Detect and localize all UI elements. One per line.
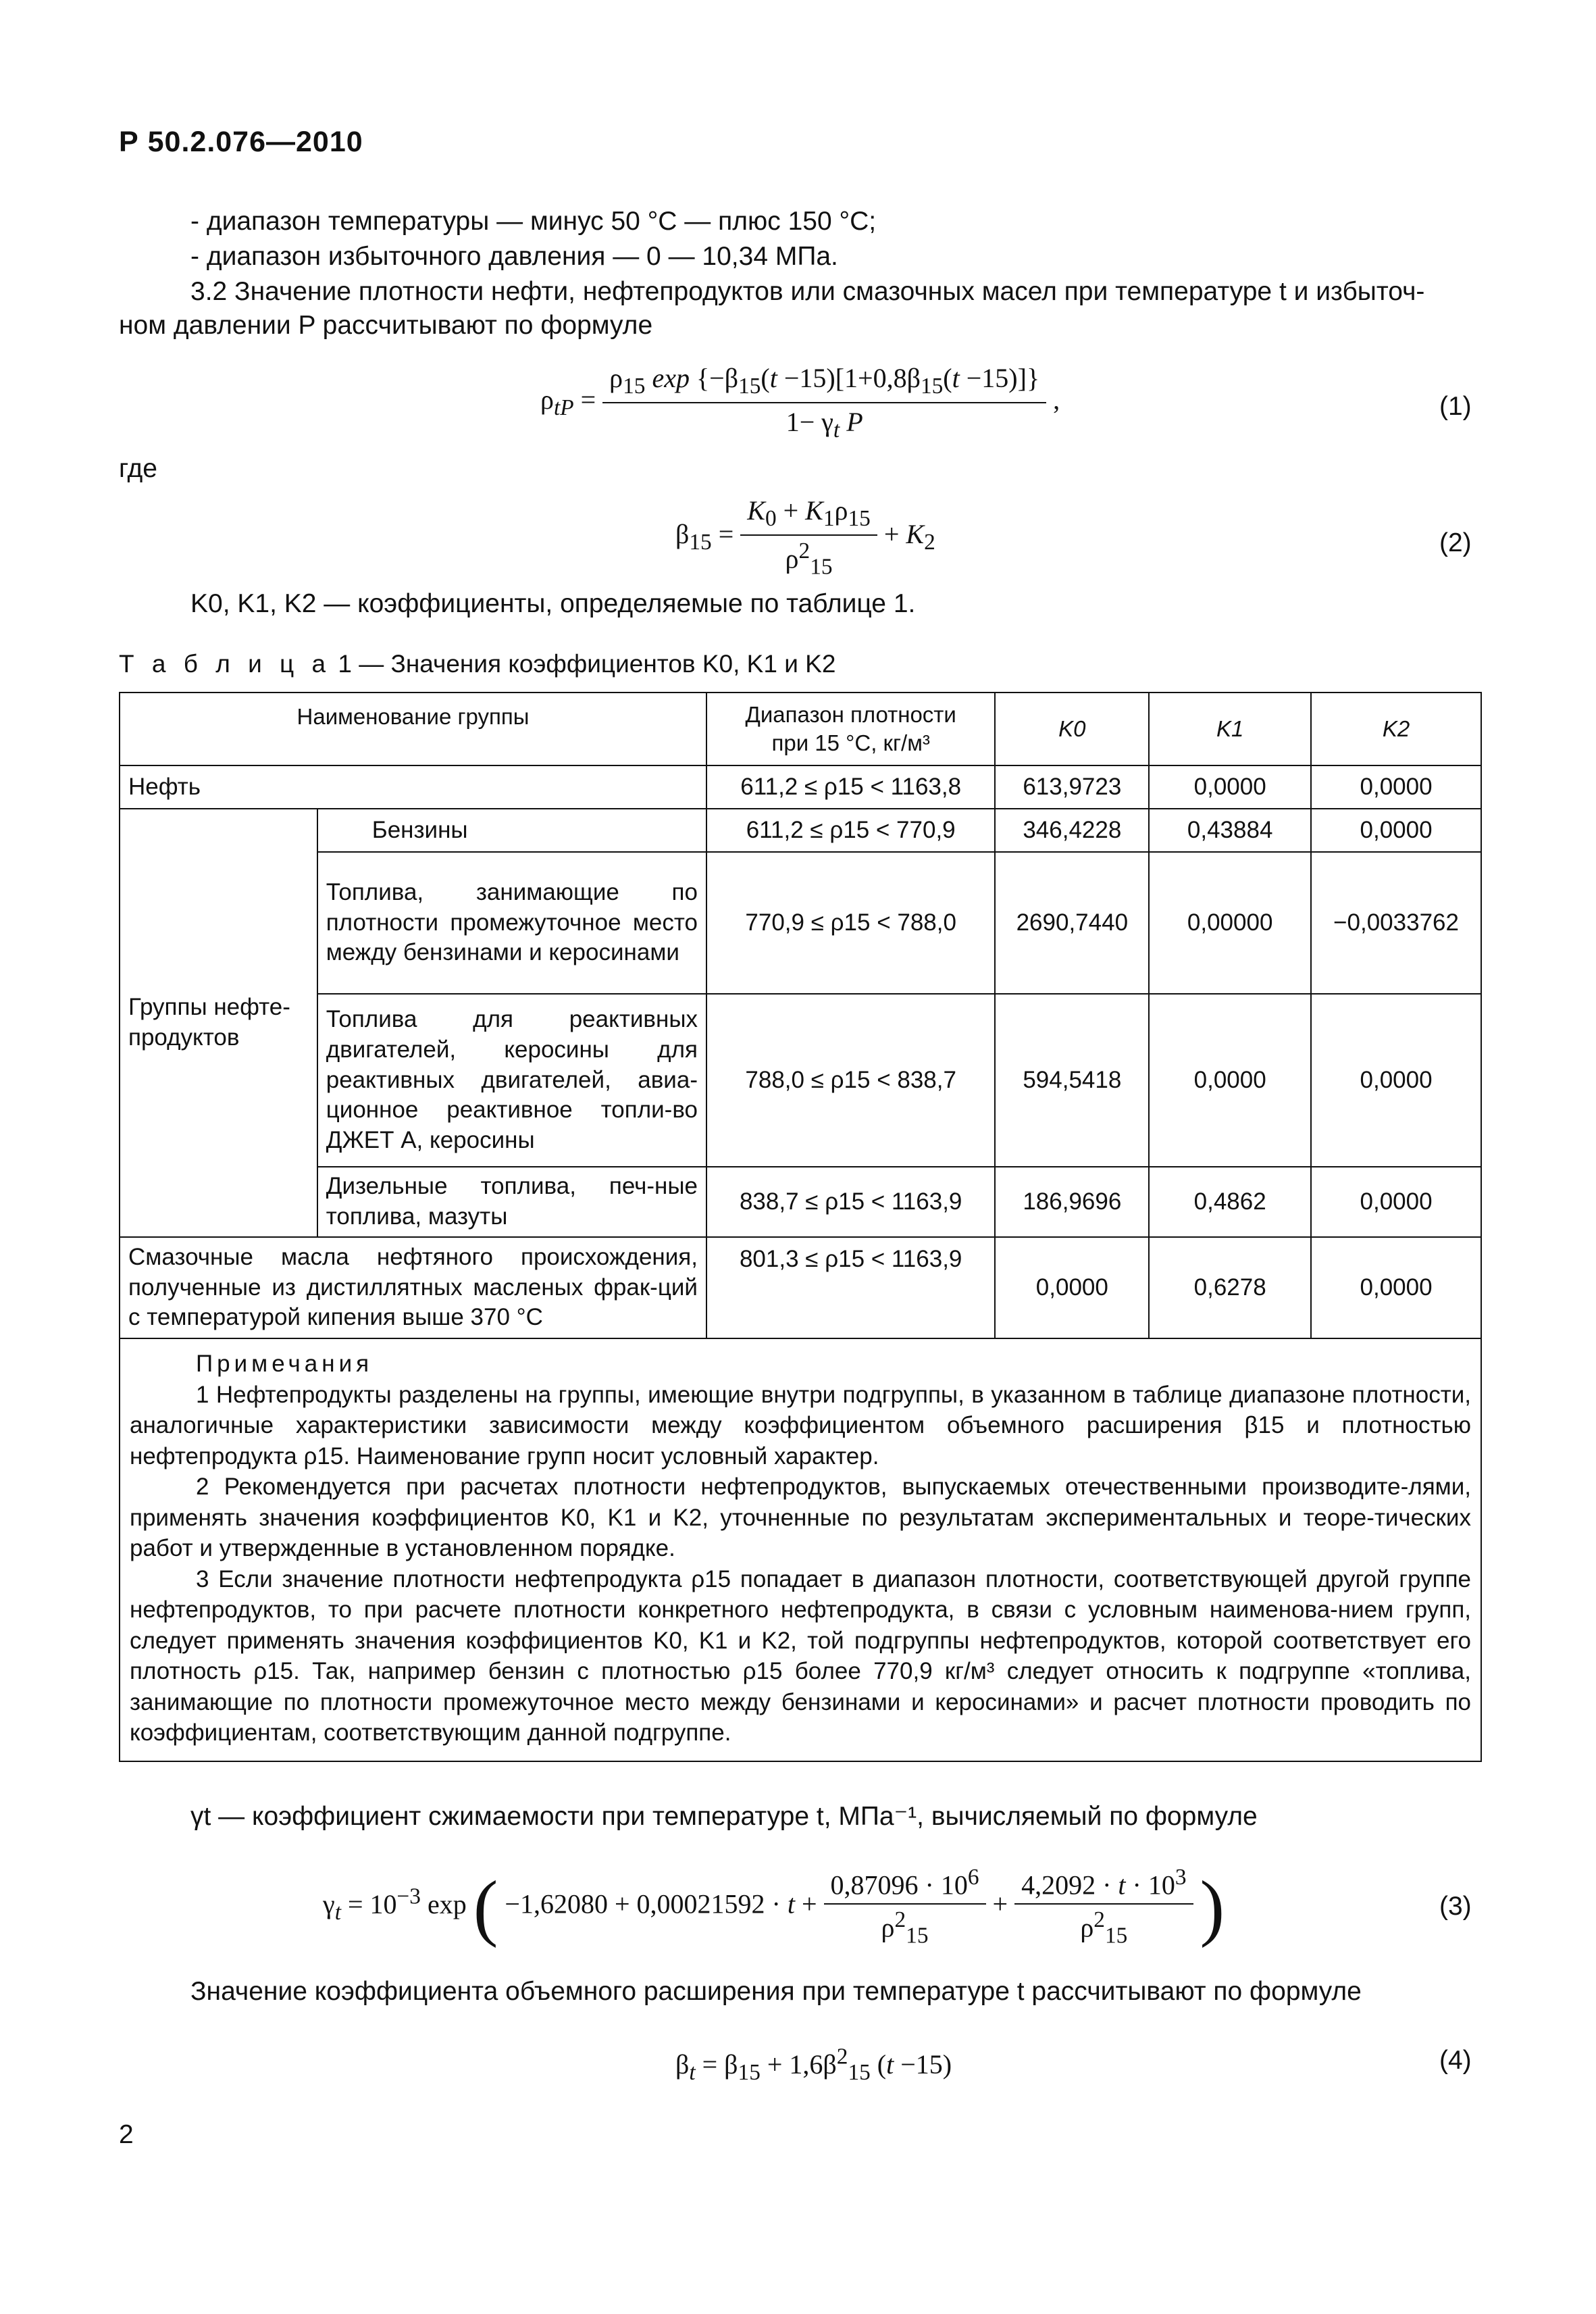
gamma-description: γt — коэффициент сжимаемости при температуре t, МПа⁻¹, вычисляемый по формуле bbox=[190, 1802, 1258, 1831]
row-k2: 0,0000 bbox=[1311, 994, 1481, 1167]
table-row bbox=[120, 994, 1481, 1167]
row-k0: 186,9696 bbox=[995, 1167, 1149, 1237]
table-row bbox=[120, 852, 1481, 994]
header-density-range-line-2: при 15 °С, кг/м³ bbox=[771, 730, 930, 755]
row-k2: −0,0033762 bbox=[1311, 852, 1481, 994]
formula-4-number: (4) bbox=[1439, 2046, 1472, 2075]
row-name: Бензины bbox=[317, 809, 706, 852]
table-row bbox=[120, 765, 1481, 809]
table-caption bbox=[119, 650, 835, 678]
page-number: 2 bbox=[119, 2120, 134, 2149]
notes-title: Примечания bbox=[196, 1351, 374, 1377]
row-k0: 594,5418 bbox=[995, 994, 1149, 1167]
note-1: 1 Нефтепродукты разделены на группы, имеющие внутри подгруппы, в указанном в таблице диапазоне плотности, аналогичные характеристики зависимости между коэффициентом объемного расширения β15 и плотностью нефтепродукта ρ15. Наименование групп носит условный характер. bbox=[130, 1381, 1471, 1469]
row-k0: 2690,7440 bbox=[995, 852, 1149, 994]
intro-line-2: - диапазон избыточного давления — 0 — 10,34 МПа. bbox=[190, 242, 838, 271]
row-k0: 613,9723 bbox=[995, 765, 1149, 809]
coefficients-line: K0, K1, K2 — коэффициенты, определяемые по таблице 1. bbox=[190, 589, 916, 618]
coefficients-table bbox=[119, 692, 1482, 1762]
table-row bbox=[120, 1167, 1481, 1237]
row-k1: 0,00000 bbox=[1149, 852, 1311, 994]
formula-3-number: (3) bbox=[1439, 1892, 1472, 1921]
table-notes bbox=[120, 1338, 1481, 1761]
group-label: Группы нефте-продуктов bbox=[120, 809, 317, 1237]
row-k1: 0,4862 bbox=[1149, 1167, 1311, 1237]
table-row bbox=[120, 1237, 1481, 1338]
formula-3: $\gamma_t = 10^{-3}$ exp ( −1,62080 + 0,00021592 · t + $\frac{0,87096 \cdot 10^6}{\rho^2_{15}}$ + $\frac{4,2092 \cdot t \cdot 10^3}{\rho^2_{15}}$ ) bbox=[323, 1865, 1225, 1948]
row-k0: 0,0000 bbox=[995, 1237, 1149, 1338]
intro-line-3: 3.2 Значение плотности нефти, нефтепродуктов или смазочных масел при температуре t и избыточ- bbox=[190, 277, 1425, 306]
formula-4: $\beta_t = \beta_{15} + 1,6\beta^2_{15}$ (t −15) bbox=[675, 2044, 952, 2086]
formula-2: $\beta_{15}$ = $\frac{K_0 + K_1\rho_{15}}{\rho^2_{15}}$ + $K_2$ bbox=[675, 495, 935, 580]
row-name: Дизельные топлива, печ-ные топлива, мазуты bbox=[317, 1167, 706, 1237]
row-k2: 0,0000 bbox=[1311, 809, 1481, 852]
row-k1: 0,0000 bbox=[1149, 765, 1311, 809]
where-word: где bbox=[119, 454, 157, 483]
table-caption-prefix: Т а б л и ц а bbox=[119, 650, 332, 678]
row-k2: 0,0000 bbox=[1311, 765, 1481, 809]
header-k2: K2 bbox=[1311, 693, 1481, 765]
row-k1: 0,43884 bbox=[1149, 809, 1311, 852]
row-k2: 0,0000 bbox=[1311, 1237, 1481, 1338]
header-group-name: Наименование группы bbox=[120, 693, 706, 765]
row-range: 770,9 ≤ ρ15 < 788,0 bbox=[706, 852, 995, 994]
table-row bbox=[120, 809, 1481, 852]
beta-description: Значение коэффициента объемного расширения при температуре t рассчитывают по формуле bbox=[190, 1977, 1362, 2006]
row-name: Смазочные масла нефтяного происхождения, полученные из дистиллятных масленых фрак-ций с температурой кипения выше 370 °С bbox=[120, 1237, 706, 1338]
note-3: 3 Если значение плотности нефтепродукта ρ15 попадает в диапазон плотности, соответствующей другой группе нефтепродуктов, то при расчете плотности конкретного нефтепродукта, в связи с условным наименова-нием групп, следует применять значения коэффициентов K0, K1 и K2, той подгруппы нефтепродуктов, которой соответствует его плотность ρ15. Так, например бензин с плотностью ρ15 более 770,9 кг/м³ следует относить к подгруппе «топлива, занимающие по плотности промежуточное место между бензинами и керосинами» и расчет плотности проводить по коэффициентам, соответствующим данной подгруппе. bbox=[130, 1565, 1471, 1746]
header-density-range bbox=[706, 693, 995, 765]
formula-2-number: (2) bbox=[1439, 528, 1472, 557]
row-k1: 0,6278 bbox=[1149, 1237, 1311, 1338]
row-range: 611,2 ≤ ρ15 < 770,9 bbox=[706, 809, 995, 852]
row-name: Топлива для реактивных двигателей, керосины для реактивных двигателей, авиа-ционное реактивное топли-во ДЖЕТ А, керосины bbox=[317, 994, 706, 1167]
row-k1: 0,0000 bbox=[1149, 994, 1311, 1167]
formula-1-number: (1) bbox=[1439, 392, 1472, 421]
row-range: 801,3 ≤ ρ15 < 1163,9 bbox=[706, 1237, 995, 1338]
row-name: Нефть bbox=[120, 765, 706, 809]
row-name: Топлива, занимающие по плотности промежуточное место между бензинами и керосинами bbox=[317, 852, 706, 994]
document-id: Р 50.2.076—2010 bbox=[119, 126, 363, 158]
header-k1: K1 bbox=[1149, 693, 1311, 765]
row-k0: 346,4228 bbox=[995, 809, 1149, 852]
formula-1: $\rho_{tP}$ = $\frac{\rho_{15} \exp \{-\beta_{15}(t -15)[1+0,8\beta_{15}(t -15)]\}}{1- \gamma_t P}$ , bbox=[540, 363, 1060, 443]
header-density-range-line-1: Диапазон плотности bbox=[745, 701, 956, 727]
row-k2: 0,0000 bbox=[1311, 1167, 1481, 1237]
row-range: 788,0 ≤ ρ15 < 838,7 bbox=[706, 994, 995, 1167]
row-range: 838,7 ≤ ρ15 < 1163,9 bbox=[706, 1167, 995, 1237]
intro-line-1: - диапазон температуры — минус 50 °С — плюс 150 °С; bbox=[190, 207, 877, 236]
intro-line-4: ном давлении P рассчитывают по формуле bbox=[119, 311, 653, 340]
row-range: 611,2 ≤ ρ15 < 1163,8 bbox=[706, 765, 995, 809]
header-k0: K0 bbox=[995, 693, 1149, 765]
table-caption-text: 1 — Значения коэффициентов K0, K1 и K2 bbox=[338, 650, 836, 678]
note-2: 2 Рекомендуется при расчетах плотности нефтепродуктов, выпускаемых отечественными производите-лями, применять значения коэффициентов K0, K1 и K2, уточненные по результатам экспериментальных и теоре-тических работ и утвержденные в установленном порядке. bbox=[130, 1474, 1471, 1561]
notes-row bbox=[120, 1338, 1481, 1761]
table-header-row bbox=[120, 693, 1481, 765]
